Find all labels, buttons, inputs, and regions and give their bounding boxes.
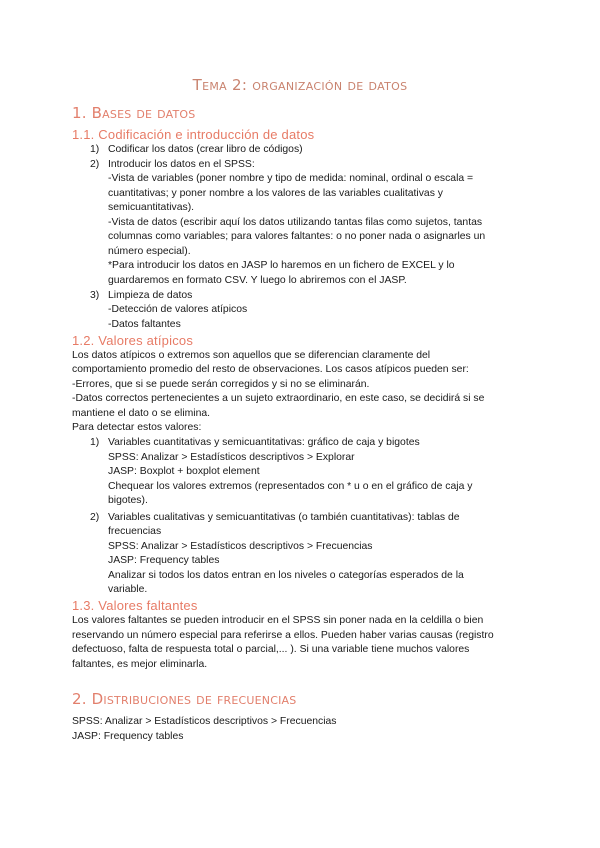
list-subline: cuantitativas; y poner nombre a los valores de las variables cualitativas y <box>108 188 443 199</box>
list-subline: guardaremos en formato CSV. Y luego lo abriremos con el JASP. <box>108 275 407 286</box>
section-1-heading: 1. Bases de datos <box>72 104 196 122</box>
list-subline: JASP: Frequency tables <box>108 555 220 566</box>
list-subline: número especial). <box>108 246 191 257</box>
paragraph-line: Los datos atípicos o extremos son aquellos que se diferencian claramente del <box>72 350 431 361</box>
list-subline: columnas como variables; para valores faltantes: o no poner nada o asignarles un <box>108 231 486 242</box>
list-subline: SPSS: Analizar > Estadísticos descriptivos > Frecuencias <box>108 541 373 552</box>
list-item: Limpieza de datos <box>108 290 193 301</box>
paragraph-line: SPSS: Analizar > Estadísticos descriptivos > Frecuencias <box>72 716 337 727</box>
list-subline: frecuencias <box>108 526 162 537</box>
subsection-1-3-heading: 1.3. Valores faltantes <box>72 598 198 613</box>
paragraph-line: Los valores faltantes se pueden introducir en el SPSS sin poner nada en la celdilla o bien <box>72 615 484 626</box>
paragraph-line: JASP: Frequency tables <box>72 731 184 742</box>
list-item: Variables cuantitativas y semicuantitativas: gráfico de caja y bigotes <box>108 437 420 448</box>
subsection-1-2-heading: 1.2. Valores atípicos <box>72 333 194 348</box>
list-number: 1) <box>90 144 100 155</box>
paragraph-line: Para detectar estos valores: <box>72 422 202 433</box>
list-subline: -Detección de valores atípicos <box>108 304 248 315</box>
paragraph-line: -Errores, que si se puede serán corregidos y si no se eliminarán. <box>72 379 370 390</box>
paragraph-line: mantiene el dato o se elimina. <box>72 408 211 419</box>
subsection-1-1-heading: 1.1. Codificación e introducción de datos <box>72 127 315 142</box>
paragraph-line: reservando un número especial para referirse a ellos. Pueden haber varias causas (registro <box>72 630 494 641</box>
list-number: 1) <box>90 437 100 448</box>
paragraph-line: defectuoso, falta de respuesta total o parcial,... ). Si una variable tiene muchos valores <box>72 644 470 655</box>
list-item: Variables cualitativas y semicuantitativas (o también cuantitativas): tablas de <box>108 512 460 523</box>
list-subline: bigotes). <box>108 495 148 506</box>
list-number: 3) <box>90 290 100 301</box>
list-subline: Analizar si todos los datos entran en los niveles o categorías esperados de la <box>108 570 464 581</box>
list-item: Introducir los datos en el SPSS: <box>108 159 255 170</box>
list-item: Codificar los datos (crear libro de códigos) <box>108 144 303 155</box>
list-subline: *Para introducir los datos en JASP lo haremos en un fichero de EXCEL y lo <box>108 260 455 271</box>
list-subline: semicuantitativas). <box>108 202 195 213</box>
list-subline: -Vista de datos (escribir aquí los datos utilizando tantas filas como sujetos, tantas <box>108 217 483 228</box>
list-subline: -Datos faltantes <box>108 319 181 330</box>
list-subline: Chequear los valores extremos (representados con * u o en el gráfico de caja y <box>108 481 473 492</box>
list-subline: JASP: Boxplot + boxplot element <box>108 466 260 477</box>
list-number: 2) <box>90 159 100 170</box>
paragraph-line: comportamiento promedio del resto de observaciones. Los casos atípicos pueden ser: <box>72 364 469 375</box>
section-2-heading: 2. Distribuciones de frecuencias <box>72 690 297 708</box>
list-subline: -Vista de variables (poner nombre y tipo de medida: nominal, ordinal o escala = <box>108 173 474 184</box>
paragraph-line: -Datos correctos pertenecientes a un sujeto extraordinario, en este caso, se decidirá si se <box>72 393 485 404</box>
document-title: Tema 2: organización de datos <box>192 76 408 94</box>
list-number: 2) <box>90 512 100 523</box>
paragraph-line: faltantes, es mejor eliminarla. <box>72 659 208 670</box>
list-subline: variable. <box>108 584 148 595</box>
list-subline: SPSS: Analizar > Estadísticos descriptivos > Explorar <box>108 452 355 463</box>
